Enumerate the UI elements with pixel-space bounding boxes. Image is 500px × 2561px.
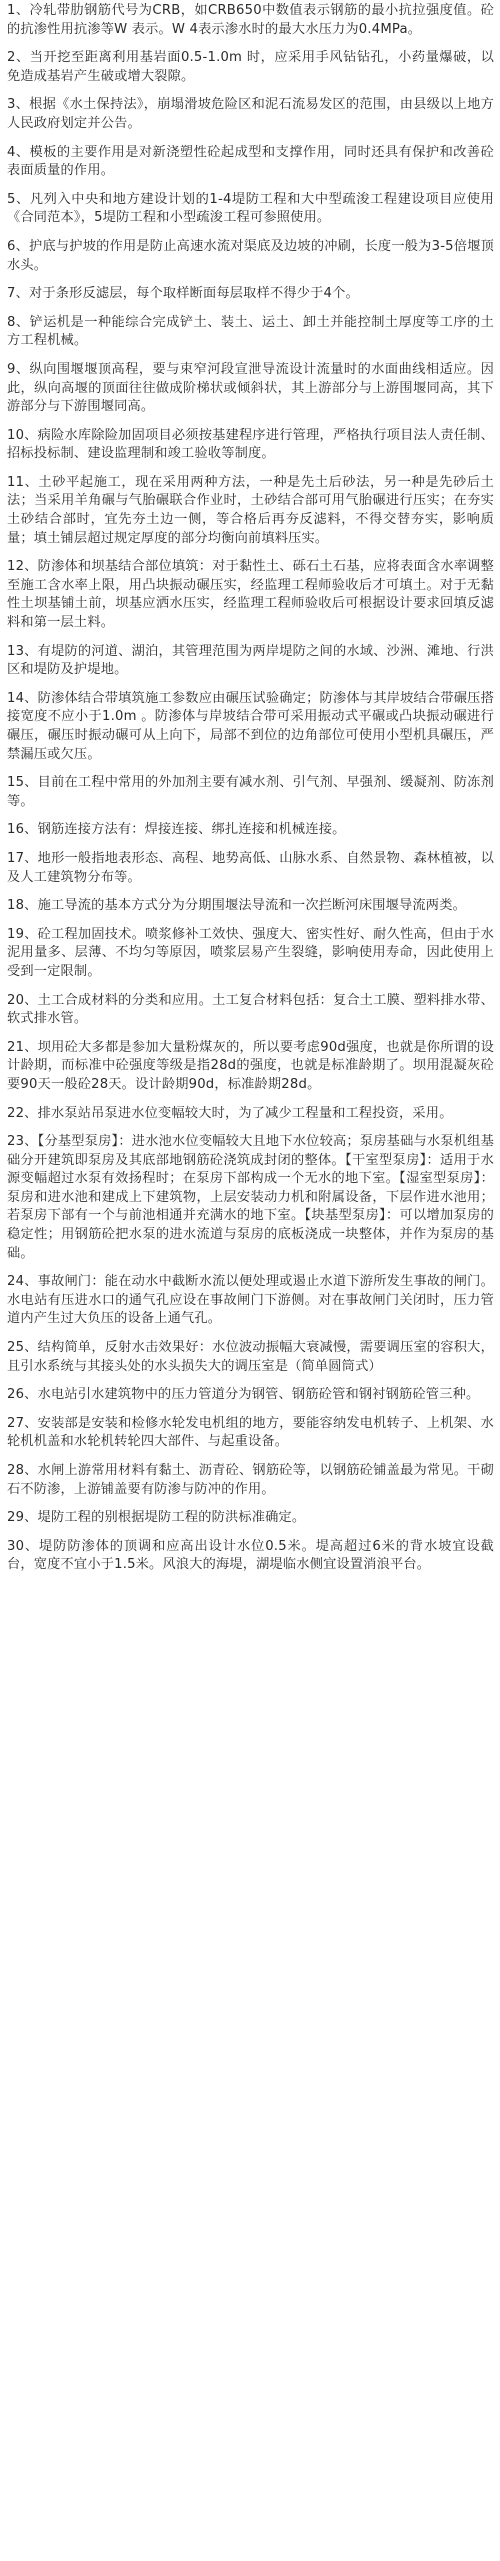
note-item: 3、根据《水土保持法》，崩塌滑坡危险区和泥石流易发区的范围，由县级以上地方人民政府划定并公告。: [7, 97, 494, 131]
note-item: 14、防渗体结合带填筑施工参数应由碾压试验确定；防渗体与其岸坡结合带碾压搭接宽度不应小于1.0m 。防渗体与岸坡结合带可采用振动式平碾或凸块振动碾进行碾压，碾压时振动碾可从上向下，局部不到位的边角部位可使用小型机具碾压，严禁漏压或欠压。: [7, 690, 494, 762]
note-item: 17、地形一般指地表形态、高程、地势高低、山脉水系、自然景物、森林植被，以及人工建筑物分布等。: [7, 850, 494, 885]
note-item: 27、安装部是安装和检修水轮发电机组的地方，要能容纳发电机转子、上机架、水轮机机盖和水轮机转轮四大部件、与起重设备。: [7, 1415, 494, 1450]
note-item: 11、土砂平起施工，现在采用两种方法，一种是先土后砂法，另一种是先砂后土法；当采用羊角碾与气胎碾联合作业时，土砂结合部可用气胎碾进行压实；在夯实土砂结合部时，宜先夯土边一侧，等合格后再夯反滤料，不得交替夯实，影响质量；填土铺层超过规定厚度的部分均衡向前填料压实。: [7, 474, 494, 546]
note-item: 7、对于条形反滤层，每个取样断面每层取样不得少于4个。: [7, 286, 359, 302]
note-item: 26、水电站引水建筑物中的压力管道分为钢管、钢筋砼管和钢衬钢筋砼管三种。: [7, 1387, 480, 1403]
note-item: 8、铲运机是一种能综合完成铲土、装土、运土、卸土并能控制土厚度等工序的土方工程机械。: [7, 314, 494, 349]
note-item: 23、【分基型泵房】：进水池水位变幅较大且地下水位较高；泵房基础与水泵机组基础分开建筑即泵房及其底部地钢筋砼浇筑成封闭的整体。【干室型泵房】：适用于水源变幅超过水泵有效扬程时；在泵房下部构成一个无水的地下室。【湿室型泵房】：泵房和进水池和建成上下建筑物，上层安装动力机和附属设备，下层作进水池用；若泵房下部有一个与前池相通并充满水的地下室。【块基型泵房】：可以增加泵房的稳定性；用钢筋砼把水泵的进水流道与泵房的底板浇成一块整体，并作为泵房的基础。: [7, 1134, 494, 1261]
note-item: 18、施工导流的基本方式分为分期围堰法导流和一次拦断河床围堰导流两类。: [7, 898, 466, 914]
note-item: 10、病险水库除险加固项目必须按基建程序进行管理，严格执行项目法人责任制、招标投标制、建设监理制和竣工验收等制度。: [7, 427, 494, 462]
note-item: 15、目前在工程中常用的外加剂主要有减水剂、引气剂、早强剂、缓凝剂、防冻剂等。: [7, 775, 494, 809]
note-item: 5、凡列入中央和地方建设计划的1-4堤防工程和大中型疏浚工程建设项目应使用《合同范本》，5堤防工程和小型疏浚工程可参照使用。: [7, 191, 494, 226]
note-item: 1、冷轧带肋钢筋代号为CRB，如CRB650中数值表示钢筋的最小抗拉强度值。砼的抗渗性用抗渗等W 表示。W 4表示渗水时的最大水压力为0.4MPa。: [7, 3, 494, 37]
note-item: 2、当开挖至距离利用基岩面0.5-1.0m 时，应采用手风钻钻孔，小药量爆破，以免造成基岩产生破或增大裂隙。: [7, 50, 494, 84]
note-item: 21、坝用砼大多都是参加大量粉煤灰的，所以要考虑90d强度，也就是你所谓的设计龄期，而标准中砼强度等级是指28d的强度，也就是标准龄期了。坝用混凝灰砼要90天一般砼28天。设计龄期90d，标准龄期28d。: [7, 1039, 494, 1092]
note-item: 4、模板的主要作用是对新浇塑性砼起成型和支撑作用，同时还具有保护和改善砼表面质量的作用。: [7, 144, 494, 179]
note-item: 6、护底与护坡的作用是防止高速水流对渠底及边坡的冲刷，长度一般为3-5倍堰顶水头。: [7, 238, 494, 273]
note-item: 12、防渗体和坝基结合部位填筑：对于黏性土、砾石土石基，应将表面含水率调整至施工含水率上限，用凸块振动碾压实，经监理工程师验收后才可填土。对于无黏性土坝基铺土前，坝基应洒水压实，经监理工程师验收后可根据设计要求回填反滤料和第一层土料。: [7, 559, 494, 631]
note-item: 9、纵向围堰堰顶高程，要与束窄河段宣泄导流设计流量时的水面曲线相适应。因此，纵向高堰的顶面往往做成阶梯状或倾斜状，其上游部分与上游围堰同高，其下游部分与下游围堰同高。: [7, 361, 494, 415]
note-item: 22、排水泵站吊泵进水位变幅较大时，为了减少工程量和工程投资，采用。: [7, 1105, 453, 1121]
note-item: 16、钢筋连接方法有：焊接连接、绑扎连接和机械连接。: [7, 822, 346, 838]
note-item: 20、土工合成材料的分类和应用。土工复合材料包括：复合土工膜、塑料排水带、软式排水管。: [7, 992, 494, 1027]
note-item: 29、堤防工程的别根据堤防工程的防洪标准确定。: [7, 1510, 306, 1526]
note-item: 24、事故闸门：能在动水中截断水流以便处理或遏止水道下游所发生事故的闸门。水电站有压进水口的通气孔应设在事故闸门下游侧。对在事故闸门关闭时，压力管道内产生过大负压的设备上通气孔。: [7, 1274, 494, 1327]
note-item: 13、有堤防的河道、湖泊，其管理范围为两岸堤防之间的水域、沙洲、滩地、行洪区和堤防及护堤地。: [7, 643, 494, 678]
note-item: 28、水闸上游常用材料有黏土、沥青砼、钢筋砼等，以钢筋砼铺盖最为常见。干砌石不防渗，上游铺盖要有防渗与防冲的作用。: [7, 1463, 494, 1497]
note-item: 30、堤防防渗体的顶调和应高出设计水位0.5米。堤高超过6米的背水坡宜设截台，宽度不宜小于1.5米。风浪大的海堤，湖堤临水侧宜设置消浪平台。: [7, 1538, 494, 1573]
note-item: 19、砼工程加固技术。喷浆修补工效快、强度大、密实性好、耐久性高，但由于水泥用量多、层薄、不均匀等原因，喷浆层易产生裂缝，影响使用寿命，因此使用上受到一定限制。: [7, 926, 494, 979]
note-item: 25、结构简单，反射水击效果好：水位波动振幅大衰减慢，需要调压室的容积大，且引水系统与其接头处的水头损失大的调压室是（简单圆筒式）: [7, 1340, 494, 1374]
